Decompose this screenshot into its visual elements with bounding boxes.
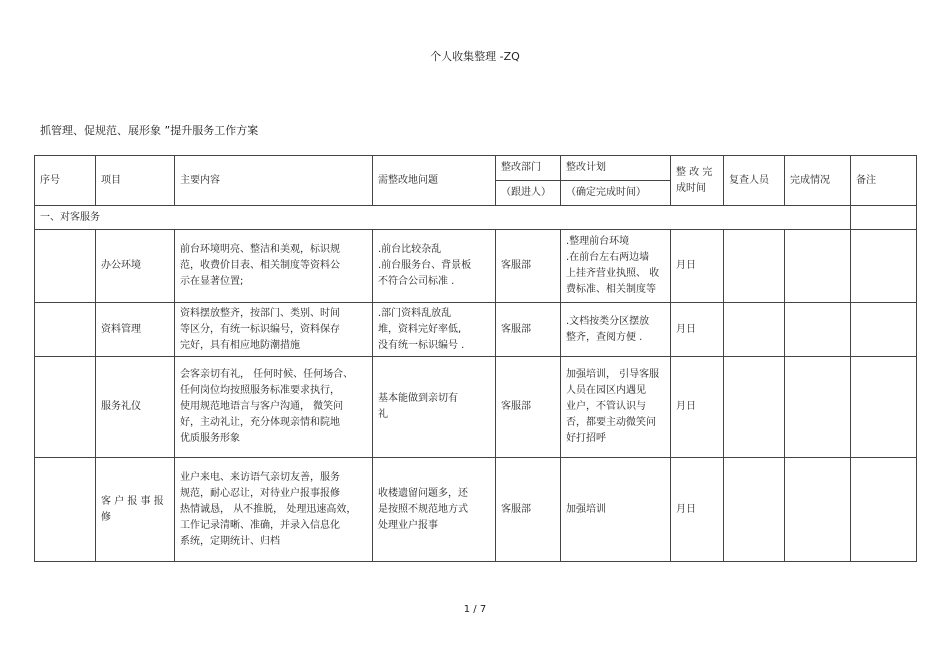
row-item: 服务礼仪: [96, 357, 175, 458]
row-deadline: 月日: [671, 357, 724, 458]
row-plan: .整理前台环境 .在前台左右两边墙 上挂齐营业执照、 收 费标准、相关制度等: [561, 230, 671, 303]
table-row: [35, 303, 917, 357]
row-deadline: 月日: [671, 458, 724, 562]
row-dept: 客服部: [496, 458, 561, 562]
row-plan: 加强培训: [561, 458, 671, 562]
document-title: 抓管理、促规范、展形象 ”提升服务工作方案: [40, 124, 259, 137]
section-row: 一、对客服务: [35, 206, 851, 230]
row-plan: .文档按类分区摆放 整齐，查阅方便 .: [561, 303, 671, 357]
row-deadline: 月日: [671, 230, 724, 303]
header-deadline: 整 改 完 成时间: [671, 156, 724, 206]
header-content: 主要内容: [175, 156, 373, 206]
row-problem: 收楼遗留问题多，还 是按照不规范地方式 处理业户报事: [373, 458, 496, 562]
header-problem: 需整改地问题: [373, 156, 496, 206]
header-dept: 整改部门: [496, 156, 561, 181]
header-plan-sub: （确定完成时间）: [561, 181, 671, 206]
row-content: 前台环境明亮、整洁和美观，标识规 范，收费价目表、相关制度等资料公 示在显著位置;: [175, 230, 373, 303]
row-dept: 客服部: [496, 303, 561, 357]
header-dept-sub: （跟进人）: [496, 181, 561, 206]
header-reviewer: 复查人员: [724, 156, 785, 206]
table-row: [35, 458, 917, 562]
row-problem: 基本能做到亲切有 礼: [373, 357, 496, 458]
row-item: 资料管理: [96, 303, 175, 357]
row-item: 办公环境: [96, 230, 175, 303]
row-problem: .部门资料乱放乱 堆，资料完好率低, 没有统一标识编号 .: [373, 303, 496, 357]
row-deadline: 月日: [671, 303, 724, 357]
row-dept: 客服部: [496, 357, 561, 458]
rectification-plan-table: [34, 155, 917, 562]
table-row: [35, 230, 917, 303]
header-seq: 序号: [35, 156, 96, 206]
row-plan: 加强培训， 引导客服 人员在园区内遇见 业户，不管认识与 否，都要主动微笑问 好打招呼: [561, 357, 671, 458]
row-content: 会客亲切有礼， 任何时候、任何场合、 任何岗位均按照服务标准要求执行， 使用规范地语言与客户沟通， 微笑问 好，主动礼让，充分体现亲情和院地 优质服务形象: [175, 357, 373, 458]
table-row: [35, 357, 917, 458]
row-problem: .前台比较杂乱 .前台服务台、背景板 不符合公司标准 .: [373, 230, 496, 303]
header-status: 完成情况: [785, 156, 851, 206]
row-content: 资料摆放整齐，按部门、类别、时间 等区分，有统一标识编号，资料保存 完好，具有相应地防潮措施: [175, 303, 373, 357]
row-item: 客 户 报 事 报 修: [96, 458, 175, 562]
header-item: 项目: [96, 156, 175, 206]
page-header: 个人收集整理 -ZQ: [430, 50, 520, 63]
row-dept: 客服部: [496, 230, 561, 303]
row-content: 业户来电、来访语气亲切友善，服务 规范，耐心忍让，对待业户报事报修 热情诚恳， 从不推脱， 处理迅速高效， 工作记录清晰、准确，并录入信息化 系统，定期统计、归档: [175, 458, 373, 562]
header-plan: 整改计划: [561, 156, 671, 181]
header-remark: 备注: [851, 156, 917, 206]
page-number: 1 / 7: [463, 604, 487, 615]
